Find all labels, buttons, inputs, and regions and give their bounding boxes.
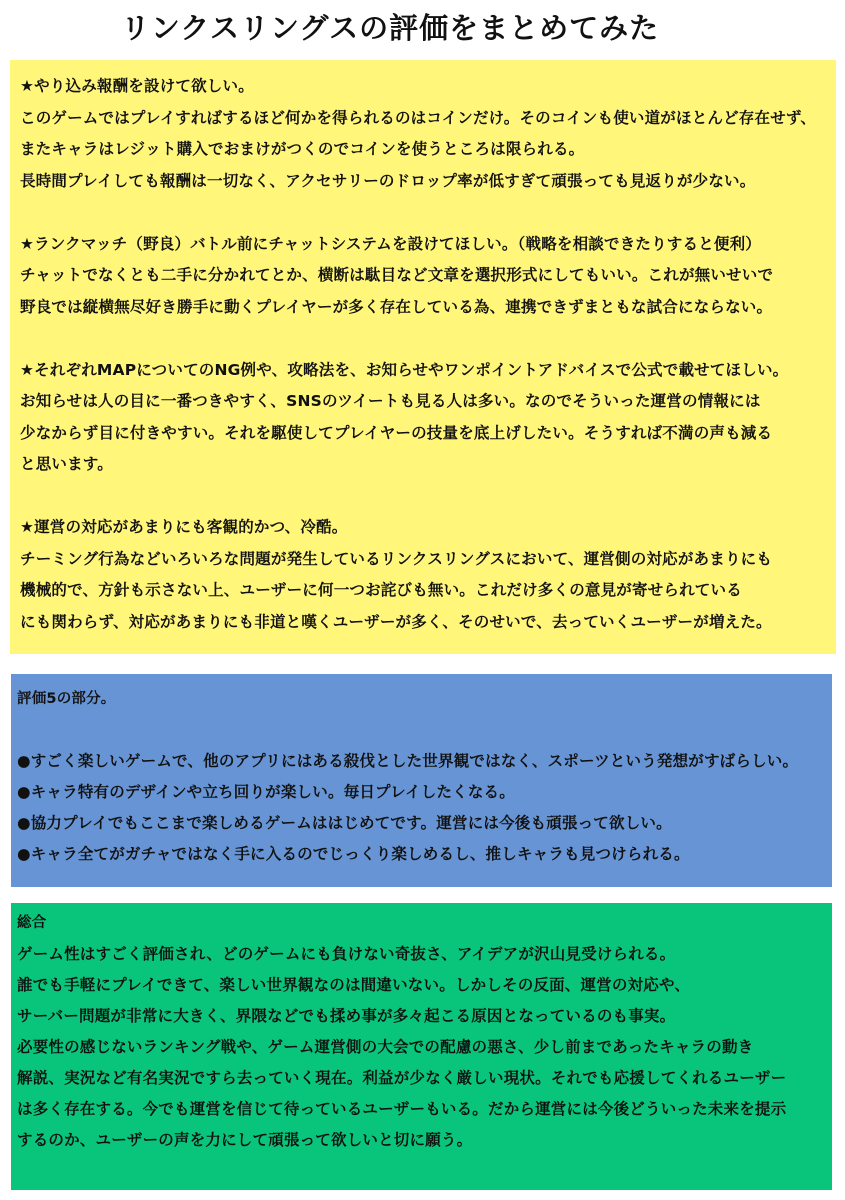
- text-line: ゲーム性はすごく評価され、どのゲームにも負けない奇抜さ、アイデアが沢山見受けられる。: [17, 945, 676, 963]
- text-line: 野良では縦横無尽好き勝手に動くプレイヤーが多く存在している為、連携できずまともな試合にならない。: [20, 297, 773, 316]
- section-heading-map-tips: ★それぞれMAPについてのNG例や、攻略法を、お知らせやワンポイントアドバイスで公式で載せてほしい。: [20, 360, 789, 379]
- text-line: と思います。: [20, 455, 113, 473]
- bullet-item: ●すごく楽しいゲームで、他のアプリにはある殺伐とした世界観ではなく、スポーツという発想がすばらしい。: [17, 752, 799, 770]
- text-line: 少なからず目に付きやすい。それを駆使してプレイヤーの技量を底上げしたい。そうすれば不満の声も減る: [20, 423, 773, 442]
- text-line: チーミング行為などいろいろな問題が発生しているリンクスリングスにおいて、運営側の対応があまりにも: [20, 549, 773, 568]
- text-line: 機械的で、方針も示さない上、ユーザーに何一つお詫びも無い。これだけ多くの意見が寄せられている: [20, 581, 742, 599]
- section-heading-operations: ★運営の対応があまりにも客観的かつ、冷酷。: [20, 518, 348, 536]
- bullet-item: ●キャラ特有のデザインや立ち回りが楽しい。毎日プレイしたくなる。: [17, 783, 515, 801]
- improvement-requests-panel: [10, 60, 836, 654]
- bullet-item: ●キャラ全てがガチャではなく手に入るのでじっくり楽しめるし、推しキャラも見つけられる。: [17, 845, 690, 863]
- five-star-points-panel: [11, 674, 832, 887]
- spacer: [17, 715, 826, 746]
- summary-panel: [11, 903, 832, 1190]
- page-title: リンクスリングスの評価をまとめてみた: [120, 11, 660, 45]
- section-heading-summary: 総合: [17, 915, 47, 931]
- text-line: 解説、実況など有名実況ですら去っていく現在。利益が少なく厳しい現状。それでも応援してくれるユーザー: [17, 1069, 787, 1087]
- section-heading-chat: ★ランクマッチ（野良）バトル前にチャットシステムを設けてほしい。（戦略を相談できたりすると便利）: [20, 234, 761, 253]
- section-heading-five-star: 評価5の部分。: [17, 691, 116, 707]
- spacer: [20, 323, 826, 355]
- text-line: サーバー問題が非常に大きく、界隈などでも揉め事が多々起こる原因となっているのも事実。: [17, 1007, 676, 1025]
- text-line: するのか、ユーザーの声を力にして頑張って欲しいと切に願う。: [17, 1131, 473, 1149]
- text-line: このゲームではプレイすればするほど何かを得られるのはコインだけ。そのコインも使い道がほとんど存在せず、: [20, 108, 817, 127]
- text-line: お知らせは人の目に一番つきやすく、SNSのツイートも見る人は多い。なのでそういった運営の情報には: [20, 392, 761, 410]
- text-line: 必要性の感じないランキング戦や、ゲーム運営側の大会での配慮の悪さ、少し前まであったキャラの動き: [17, 1038, 754, 1056]
- text-line: 長時間プレイしても報酬は一切なく、アクセサリーのドロップ率が低すぎて頑張っても見返りが少ない。: [20, 171, 756, 190]
- text-line: 誰でも手軽にプレイできて、楽しい世界観なのは間違いない。しかしその反面、運営の対応や、: [17, 976, 691, 994]
- text-line: は多く存在する。今でも運営を信じて待っているユーザーもいる。だから運営には今後どういった未来を提示: [17, 1100, 787, 1118]
- text-line: チャットでなくとも二手に分かれてとか、横断は駄目など文章を選択形式にしてもいい。これが無いせいで: [20, 266, 774, 284]
- bullet-item: ●協力プレイでもここまで楽しめるゲームははじめてです。運営には今後も頑張って欲しい。: [17, 814, 672, 832]
- spacer: [20, 481, 826, 513]
- section-heading-rewards: ★やり込み報酬を設けて欲しい。: [20, 77, 254, 95]
- text-line: にも関わらず、対応があまりにも非道と嘆くユーザーが多く、そのせいで、去っていくユーザーが増えた。: [20, 612, 772, 631]
- text-line: またキャラはレジット購入でおまけがつくのでコインを使うところは限られる。: [20, 140, 585, 158]
- spacer: [20, 197, 826, 229]
